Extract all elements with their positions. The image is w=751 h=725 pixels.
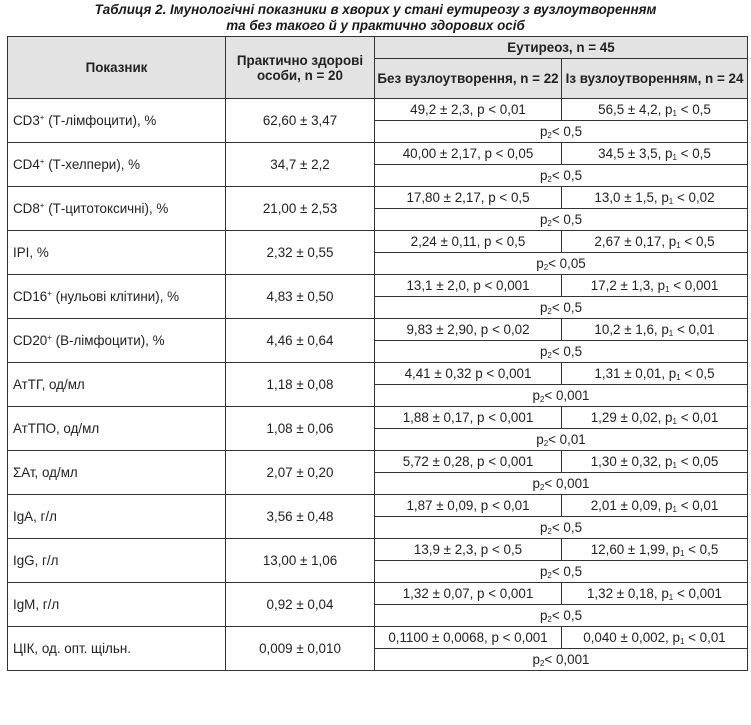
with-nodules-tail: < 0,5 [676,146,711,161]
table-row [8,451,748,473]
table-row [8,583,748,605]
caption-line-2: та без такого й у практично здорових осіб [226,17,525,33]
healthy-value: 1,18 ± 0,08 [226,363,375,407]
indicator-name: ΣАт, од/мл [13,465,78,480]
healthy-value: 21,00 ± 2,53 [226,187,375,231]
p2-text: < 0,5 [551,212,583,227]
healthy-value: 2,07 ± 0,20 [226,451,375,495]
p1-subscript: 1 [672,505,677,514]
healthy-value: 3,56 ± 0,48 [226,495,375,539]
p2-text: < 0,5 [551,564,583,579]
indicator-name: АтТПО, од/мл [13,421,100,436]
indicator-name: CD4 [13,157,40,172]
indicator-superscript: + [47,333,52,342]
header-without-nodules: Без вузлоутворення, n = 22 [375,59,562,99]
with-nodules-main: 2,01 ± 0,09, p [590,498,673,513]
without-nodules-value: 40,00 ± 2,17, p < 0,05 [375,143,562,165]
p2-label: p [539,300,548,315]
indicator-name: IPI, % [13,245,49,260]
indicator-name: CD8 [13,201,40,216]
with-nodules-main: 56,5 ± 4,2, p [598,102,673,117]
table-row [8,99,748,121]
p1-subscript: 1 [679,637,685,646]
p2-label: p [536,432,544,447]
with-nodules-main: 2,67 ± 0,17, p [594,234,677,249]
p2-subscript: 2 [543,263,549,272]
p2-value [375,473,748,495]
table-row [8,275,748,297]
p2-value [375,121,748,143]
indicator-name-rest: (Т-цитотоксичні), % [44,201,169,216]
indicator-name-rest: (В-лімфоцити), % [51,333,165,348]
header-euthyroid: Еутиреоз, n = 45 [375,37,748,59]
p2-value [375,561,748,583]
without-nodules-value: 17,80 ± 2,17, p < 0,5 [375,187,562,209]
p2-value [375,209,748,231]
healthy-value: 34,7 ± 2,2 [226,143,375,187]
indicator-name: IgA, г/л [13,509,57,524]
header-with-nodules: Із вузлоутворенням, n = 24 [562,59,748,99]
indicator-name: ЦІК, од. опт. щільн. [13,641,131,656]
p1-subscript: 1 [668,593,674,602]
without-nodules-value: 9,83 ± 2,90, p < 0,02 [375,319,562,341]
with-nodules-main: 1,31 ± 0,01, p [594,366,677,381]
indicator-cell [8,319,226,363]
p2-value [375,605,748,627]
p2-text: < 0,5 [551,608,583,623]
indicator-name: АтТГ, од/мл [13,377,85,392]
with-nodules-tail: < 0,5 [676,102,711,117]
p1-subscript: 1 [668,329,674,338]
p2-subscript: 2 [539,483,545,492]
indicator-superscript: + [47,289,52,298]
with-nodules-value [562,495,748,517]
indicator-name-rest: (нульові клітини), % [51,289,180,304]
with-nodules-main: 1,32 ± 0,18, p [586,586,669,601]
indicator-cell [8,187,226,231]
with-nodules-main: 0,040 ± 0,002, p [583,630,680,645]
indicator-name: CD16 [13,289,48,304]
p2-value [375,385,748,407]
p2-label: p [539,168,548,183]
healthy-value: 4,83 ± 0,50 [226,275,375,319]
table-row [8,407,748,429]
with-nodules-main: 10,2 ± 1,6, p [594,322,669,337]
with-nodules-value [562,627,748,649]
p1-subscript: 1 [665,285,670,294]
table-caption [0,2,751,33]
p2-text: < 0,001 [544,476,590,491]
indicator-cell [8,143,226,187]
with-nodules-tail: < 0,05 [676,454,719,469]
indicator-name: IgM, г/л [13,597,60,612]
indicator-cell [8,275,226,319]
p1-subscript: 1 [679,549,685,558]
without-nodules-value: 49,2 ± 2,3, p < 0,01 [375,99,562,121]
p1-subscript: 1 [672,109,677,118]
without-nodules-value: 1,88 ± 0,17, p < 0,001 [375,407,562,429]
p2-subscript: 2 [539,659,545,668]
p2-subscript: 2 [547,351,552,360]
without-nodules-value: 4,41 ± 0,32 p < 0,001 [375,363,562,385]
indicator-name-rest: (Т-лімфоцити), % [44,113,157,128]
with-nodules-tail: < 0,01 [673,322,715,337]
table-row [8,495,748,517]
with-nodules-value [562,583,748,605]
p2-label: p [532,652,540,667]
indicator-cell [8,583,226,627]
p2-subscript: 2 [547,615,552,624]
without-nodules-value: 13,1 ± 2,0, p < 0,001 [375,275,562,297]
data-table [7,36,748,671]
indicator-superscript: + [39,157,45,166]
p2-text: < 0,5 [551,300,583,315]
indicator-cell [8,363,226,407]
table-row [8,539,748,561]
without-nodules-value: 0,1100 ± 0,0068, p < 0,001 [375,627,562,649]
p2-label: p [539,212,548,227]
without-nodules-value: 2,24 ± 0,11, p < 0,5 [375,231,562,253]
without-nodules-value: 13,9 ± 2,3, p < 0,5 [375,539,562,561]
with-nodules-main: 12,60 ± 1,99, p [590,542,680,557]
p2-value [375,517,748,539]
with-nodules-main: 1,30 ± 0,32, p [590,454,673,469]
without-nodules-value: 5,72 ± 0,28, p < 0,001 [375,451,562,473]
without-nodules-value: 1,87 ± 0,09, p < 0,01 [375,495,562,517]
indicator-cell [8,539,226,583]
with-nodules-tail: < 0,02 [673,190,715,205]
p2-text: < 0,5 [551,168,583,183]
p1-subscript: 1 [672,417,677,426]
p2-subscript: 2 [547,131,552,140]
with-nodules-main: 34,5 ± 3,5, p [598,146,673,161]
p2-value [375,341,748,363]
p2-label: p [539,344,548,359]
healthy-value: 2,32 ± 0,55 [226,231,375,275]
p2-text: < 0,05 [548,256,586,271]
p2-text: < 0,001 [544,388,590,403]
healthy-value: 62,60 ± 3,47 [226,99,375,143]
header-indicator: Показник [8,37,226,99]
table-row [8,143,748,165]
with-nodules-value [562,363,748,385]
p2-label: p [539,520,548,535]
indicator-cell [8,627,226,671]
indicator-superscript: + [39,201,45,210]
indicator-name: IgG, г/л [13,553,59,568]
with-nodules-main: 17,2 ± 1,3, p [590,278,666,293]
healthy-value: 0,009 ± 0,010 [226,627,375,671]
indicator-cell [8,231,226,275]
with-nodules-tail: < 0,001 [669,278,719,293]
caption-line-1: Таблиця 2. Імунологічні показники в хворих у стані еутиреозу з вузлоутворенням [94,2,657,17]
with-nodules-tail: < 0,001 [673,586,723,601]
with-nodules-value [562,231,748,253]
indicator-cell [8,451,226,495]
table-body [8,99,748,671]
with-nodules-main: 1,29 ± 0,02, p [590,410,673,425]
table-row [8,187,748,209]
with-nodules-tail: < 0,01 [676,410,719,425]
with-nodules-tail: < 0,01 [684,630,726,645]
healthy-value: 1,08 ± 0,06 [226,407,375,451]
p1-subscript: 1 [668,197,674,206]
indicator-name: CD20 [13,333,48,348]
table-row [8,627,748,649]
p2-text: < 0,001 [544,652,590,667]
p2-subscript: 2 [543,439,549,448]
table-row [8,363,748,385]
p2-text: < 0,5 [551,344,583,359]
p2-subscript: 2 [547,175,552,184]
p2-text: < 0,5 [551,124,583,139]
healthy-value: 4,46 ± 0,64 [226,319,375,363]
without-nodules-value: 1,32 ± 0,07, p < 0,001 [375,583,562,605]
p2-value [375,297,748,319]
p2-value [375,253,748,275]
p2-label: p [539,124,548,139]
indicator-cell [8,407,226,451]
p1-subscript: 1 [672,153,677,162]
healthy-value: 13,00 ± 1,06 [226,539,375,583]
indicator-name: CD3 [13,113,40,128]
with-nodules-main: 13,0 ± 1,5, p [594,190,669,205]
indicator-superscript: + [39,113,45,122]
with-nodules-value [562,539,748,561]
with-nodules-value [562,187,748,209]
header-healthy: Практично здорові особи, n = 20 [226,37,375,99]
p2-subscript: 2 [547,527,552,536]
with-nodules-value [562,319,748,341]
healthy-value: 0,92 ± 0,04 [226,583,375,627]
p1-subscript: 1 [676,241,681,250]
table-row [8,231,748,253]
p2-text: < 0,5 [551,520,583,535]
p1-subscript: 1 [676,373,681,382]
p2-subscript: 2 [547,571,552,580]
with-nodules-value [562,407,748,429]
with-nodules-value [562,451,748,473]
p2-label: p [539,564,548,579]
indicator-cell [8,495,226,539]
p2-value [375,649,748,671]
with-nodules-value [562,99,748,121]
p2-label: p [532,388,540,403]
indicator-name-rest: (Т-хелпери), % [44,157,141,172]
p2-label: p [532,476,540,491]
table-row [8,319,748,341]
with-nodules-value [562,275,748,297]
with-nodules-tail: < 0,5 [684,542,719,557]
p2-value [375,429,748,451]
with-nodules-tail: < 0,5 [680,366,715,381]
p2-subscript: 2 [547,307,552,316]
p2-text: < 0,01 [548,432,586,447]
indicator-cell [8,99,226,143]
p2-label: p [536,256,544,271]
with-nodules-value [562,143,748,165]
p2-value [375,165,748,187]
with-nodules-tail: < 0,01 [676,498,719,513]
with-nodules-tail: < 0,5 [680,234,715,249]
p2-subscript: 2 [547,219,552,228]
p2-label: p [539,608,548,623]
p2-subscript: 2 [539,395,545,404]
p1-subscript: 1 [672,461,677,470]
